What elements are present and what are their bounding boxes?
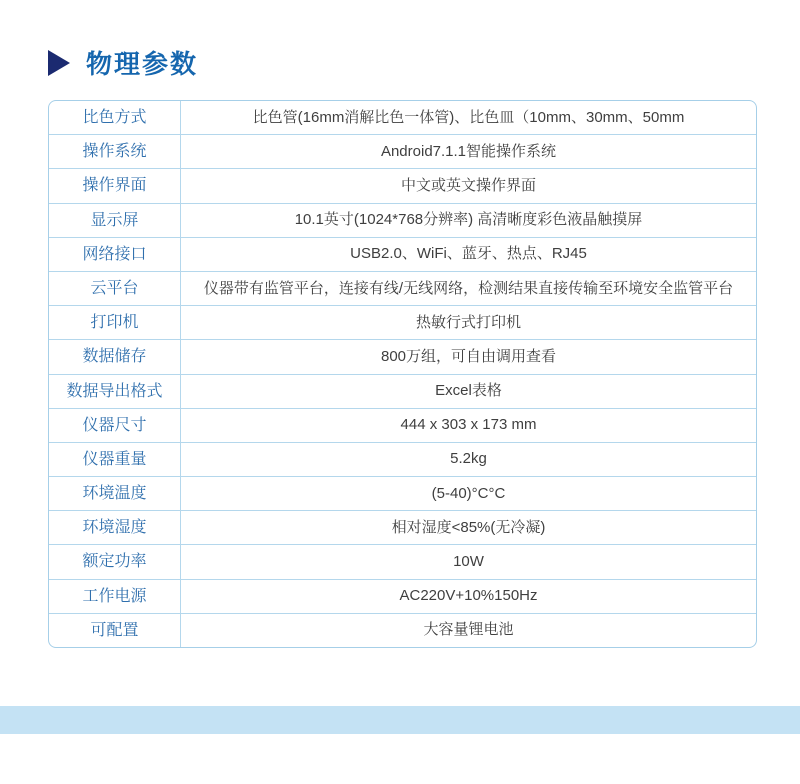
spec-label: 数据导出格式 (49, 375, 181, 408)
table-row (49, 238, 756, 272)
table-row (49, 511, 756, 545)
spec-label: 云平台 (49, 272, 181, 305)
spec-value: 大容量锂电池 (423, 621, 514, 639)
spec-label: 网络接口 (49, 238, 181, 271)
spec-value: 相对湿度<85%(无冷凝) (391, 518, 546, 536)
spec-value: Excel表格 (435, 382, 502, 400)
spec-label: 环境湿度 (49, 511, 181, 544)
spec-value: 仪器带有监管平台，连接有线/无线网络，检测结果直接传输至环境安全监管平台 (203, 279, 734, 297)
table-row (49, 135, 756, 169)
spec-value: 10.1英寸(1024*768分辨率) 高清晰度彩色液晶触摸屏 (294, 211, 643, 229)
spec-value: 热敏行式打印机 (415, 313, 521, 331)
spec-value: USB2.0、WiFi、蓝牙、热点、RJ45 (350, 245, 587, 263)
spec-value: 800万组，可自由调用查看 (380, 347, 557, 365)
spec-label: 额定功率 (49, 545, 181, 578)
section-header (48, 44, 198, 81)
spec-value: 444 x 303 x 173 mm (400, 416, 537, 434)
table-row (49, 443, 756, 477)
spec-value: 10W (453, 553, 484, 571)
spec-label: 显示屏 (49, 204, 181, 237)
spec-table (48, 100, 757, 648)
spec-value: (5-40)°C°C (431, 484, 506, 502)
spec-label: 操作界面 (49, 169, 181, 202)
spec-value: Android7.1.1智能操作系统 (380, 142, 557, 160)
table-row (49, 477, 756, 511)
spec-label: 环境温度 (49, 477, 181, 510)
table-row (49, 614, 756, 647)
triangle-bullet-icon (48, 50, 70, 76)
bottom-decorative-bar (0, 706, 800, 734)
spec-label: 比色方式 (49, 101, 181, 134)
spec-label: 操作系统 (49, 135, 181, 168)
spec-label: 可配置 (49, 614, 181, 647)
table-row (49, 545, 756, 579)
spec-value: 中文或英文操作界面 (400, 176, 536, 194)
table-row (49, 409, 756, 443)
table-row (49, 101, 756, 135)
table-row (49, 204, 756, 238)
table-row (49, 306, 756, 340)
spec-value: 比色管(16mm消解比色一体管)、比色皿（10mm、30mm、50mm (252, 108, 685, 126)
spec-label: 数据储存 (49, 340, 181, 373)
table-row (49, 375, 756, 409)
table-row (49, 580, 756, 614)
spec-value: 5.2kg (450, 450, 487, 468)
spec-value: AC220V+10%150Hz (399, 587, 538, 605)
spec-label: 工作电源 (49, 580, 181, 613)
spec-label: 仪器重量 (49, 443, 181, 476)
table-row (49, 169, 756, 203)
spec-label: 仪器尺寸 (49, 409, 181, 442)
page-title: 物理参数 (86, 49, 199, 79)
table-row (49, 272, 756, 306)
table-row (49, 340, 756, 374)
spec-label: 打印机 (49, 306, 181, 339)
